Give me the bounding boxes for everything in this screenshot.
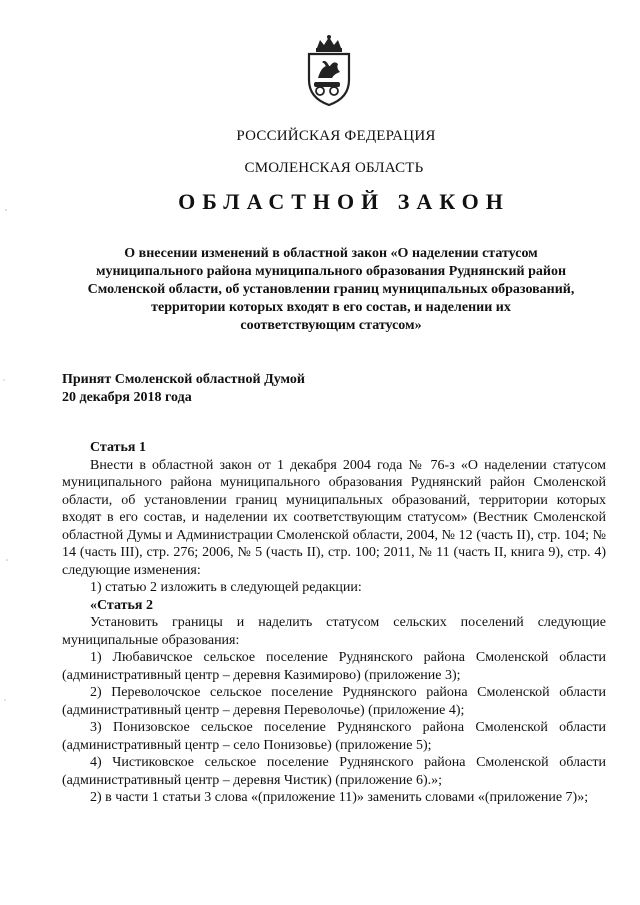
settlement-item: 4) Чистиковское сельское поселение Руднянского района Смоленской области (административный центр – деревня Чистик) (приложение 6).»;	[62, 755, 606, 788]
adoption-date: 20 декабря 2018 года	[62, 390, 192, 405]
subject-line: муниципального района муниципального образования Руднянский район	[95, 264, 567, 279]
settlement-item: 1) Любавичское сельское поселение Руднянского района Смоленской области (административный центр – деревня Казимирово) (приложение 3);	[62, 650, 606, 683]
article-2-heading: «Статья 2	[90, 597, 153, 613]
article-1-heading: Статья 1	[90, 440, 146, 455]
law-subject-title	[74, 245, 588, 335]
region-name: СМОЛЕНСКАЯ ОБЛАСТЬ	[244, 160, 424, 176]
document-body	[62, 439, 606, 807]
subject-line: соответствующим статусом»	[240, 318, 422, 333]
subject-line: территории которых входят в его состав, и наделении их	[151, 300, 511, 315]
country-name: РОССИЙСКАЯ ФЕДЕРАЦИЯ	[236, 128, 436, 144]
document-type-title: ОБЛАСТНОЙ ЗАКОН	[178, 189, 510, 214]
amendment-item-1: 1) статью 2 изложить в следующей редакции:	[90, 580, 362, 595]
smolensk-coat-of-arms-icon	[300, 34, 358, 108]
adoption-block	[62, 371, 462, 407]
subject-line: О внесении изменений в областной закон «О наделении статусом	[124, 246, 538, 261]
settlement-item: 3) Понизовское сельское поселение Руднянского района Смоленской области (административный центр – село Понизовье) (приложение 5);	[62, 720, 606, 753]
adopted-by: Принят Смоленской областной Думой	[62, 372, 305, 387]
amendment-item-2: 2) в части 1 статьи 3 слова «(приложение 11)» заменить словами «(приложение 7)»;	[90, 790, 589, 805]
settlement-item: 2) Переволочское сельское поселение Руднянского района Смоленской области (административный центр – деревня Переволочье) (приложение 4);	[62, 685, 606, 718]
subject-line: Смоленской области, об установлении границ муниципальных образований,	[87, 282, 575, 297]
article-1-text: Внести в областной закон от 1 декабря 2004 года № 76-з «О наделении статусом муниципального района муниципального образования Руднянский район Смоленской области, об установлении границ муниципальных образований, территории которых входят в его состав, и наделении их соответствующим статусом» (Вестник Смоленской областной Думы и Администрации Смоленской области, 2004, № 12 (часть II), стр. 104; № 14 (часть III), стр. 276; 2006, № 5 (часть II), стр. 100; 2011, № 11 (часть II, книга 9), стр. 4) следующие изменения:	[62, 457, 606, 578]
article-2-intro: Установить границы и наделить статусом сельских поселений следующие муниципальные образования:	[62, 615, 606, 648]
